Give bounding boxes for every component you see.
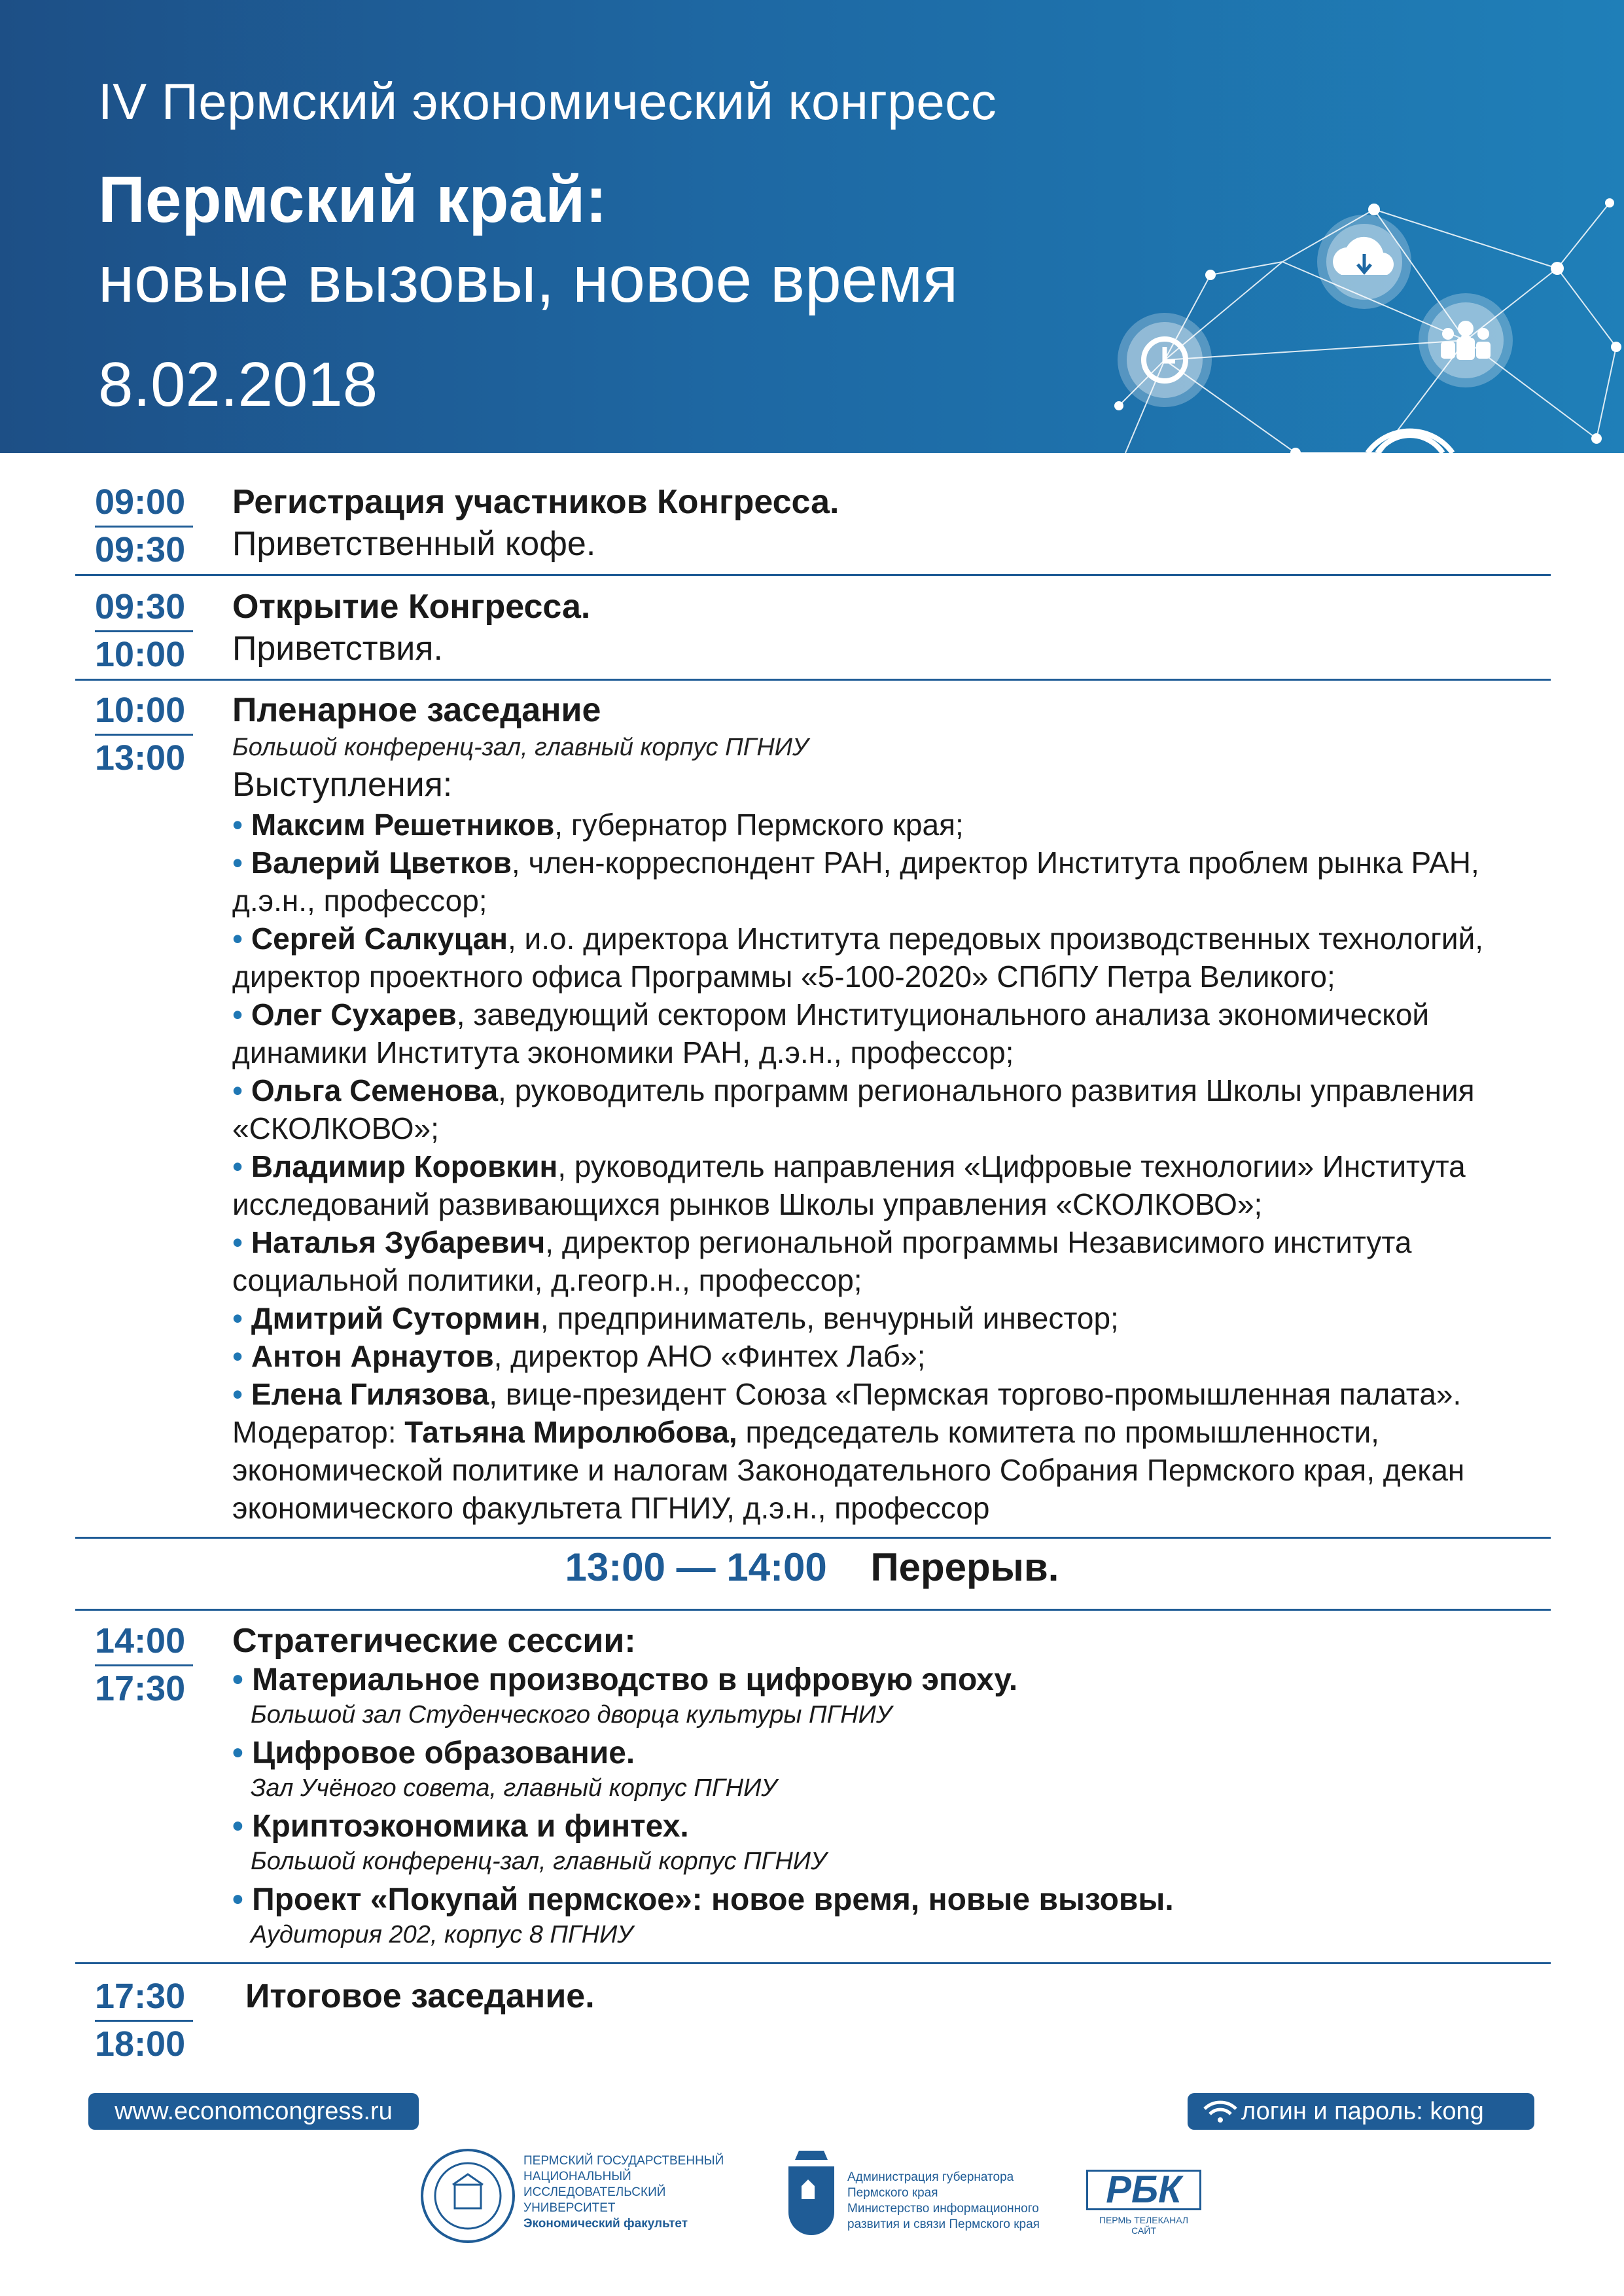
speaker: • Ольга Семенова, руководитель программ регионального развития Школы управления «СКОЛКОВО»; — [232, 1073, 1475, 1145]
session-item: • Проект «Покупай пермское»: новое время, новые вызовы. — [232, 1882, 1174, 1917]
break-time: 13:00 — 14:00 — [565, 1545, 827, 1589]
wifi-icon — [1368, 431, 1453, 453]
speaker: • Олег Сухарев, заведующий сектором Институционального анализа экономической динамики Института экономики РАН, д.э.н., профессор; — [232, 997, 1430, 1069]
speaker: • Владимир Коровкин, руководитель направления «Цифровые технологии» Института исследований развивающихся рынков Школы управления «СКОЛКОВО»; — [232, 1149, 1466, 1221]
agenda-time — [95, 481, 193, 571]
admin-line1: Администрация губернатора — [847, 2170, 1014, 2184]
wifi-icon — [1201, 2098, 1240, 2125]
plenary-time — [95, 689, 193, 779]
website-link[interactable]: www.economcongress.ru — [88, 2093, 419, 2130]
speaker-name: Антон Арнаутов — [251, 1339, 494, 1373]
sessions-time — [95, 1620, 193, 1710]
time-start: 09:00 — [95, 481, 193, 528]
plenary-venue: Большой конференц-зал, главный корпус ПГНИУ — [232, 734, 809, 761]
time-end: 18:00 — [95, 2024, 186, 2064]
plenary-title: Пленарное заседание — [232, 691, 601, 729]
speaker: • Валерий Цветков, член-корреспондент РАН, директор Института проблем рынка РАН, д.э.н., профессор; — [232, 846, 1479, 918]
ministry-name: Министерство информационного развития и связи Пермского края — [847, 2202, 1040, 2231]
agenda-item — [232, 586, 1541, 670]
university-seal-icon — [419, 2147, 517, 2245]
session-item: • Материальное производство в цифровую эпоху. — [232, 1662, 1018, 1697]
header-banner — [0, 0, 1624, 453]
agenda-title: Открытие Конгресса. — [232, 588, 591, 626]
speaker-name: Елена Гилязова — [251, 1377, 489, 1411]
moderator-label: Модератор: — [232, 1415, 405, 1449]
session-item: • Цифровое образование. — [232, 1736, 635, 1770]
speaker-name: Сергей Салкуцан — [251, 922, 508, 956]
speaker-role: , губернатор Пермского края; — [554, 808, 964, 842]
time-start: 14:00 — [95, 1620, 193, 1666]
final-time — [95, 1975, 193, 2065]
agenda-title: Регистрация участников Конгресса. — [232, 483, 839, 521]
session-venue: Зал Учёного совета, главный корпус ПГНИУ — [251, 1774, 777, 1802]
final-session — [245, 1975, 1554, 2017]
time-start: 17:30 — [95, 1975, 193, 2022]
speaker: • Елена Гилязова, вице-президент Союза «Пермская торгово-промышленная палата». — [232, 1377, 1462, 1411]
faculty-name: Экономический факультет — [523, 2217, 688, 2231]
session-title: Проект «Покупай пермское»: новое время, новые вызовы. — [252, 1882, 1174, 1917]
page-title: Пермский край: — [98, 163, 607, 236]
speaker: • Максим Решетников, губернатор Пермского края; — [232, 808, 964, 842]
divider — [75, 1609, 1551, 1611]
speaker-name: Валерий Цветков — [251, 846, 512, 880]
moderator-name: Татьяна Миролюбова, — [404, 1415, 737, 1449]
rbc-wordmark: РБК — [1086, 2170, 1201, 2210]
speaker-name: Олег Сухарев — [251, 997, 457, 1031]
network-illustration — [1099, 190, 1623, 453]
speakers-list — [232, 806, 1541, 1527]
speaker: • Антон Арнаутов, директор АНО «Финтех Лаб»; — [232, 1339, 926, 1373]
rbc-subtitle: ПЕРМЬ ТЕЛЕКАНАЛ САЙТ — [1099, 2215, 1189, 2236]
break-label: Перерыв. — [870, 1545, 1059, 1589]
congress-name: IV Пермский экономический конгресс — [98, 73, 997, 130]
time-start: 09:30 — [95, 586, 193, 632]
time-end: 10:00 — [95, 635, 186, 674]
speaker: • Дмитрий Сутормин, предприниматель, венчурный инвестор; — [232, 1301, 1119, 1335]
break-row — [0, 1545, 1624, 1590]
wifi-text: логин и пароль: kong kong — [1241, 2098, 1484, 2162]
sessions-title: Стратегические сессии: — [232, 1622, 636, 1660]
speaker-name: Наталья Зубаревич — [251, 1225, 546, 1259]
time-end: 09:30 — [95, 530, 186, 569]
time-start: 10:00 — [95, 689, 193, 736]
divider — [75, 1537, 1551, 1539]
speaker: • Сергей Салкуцан, и.о. директора Института передовых производственных технологий, директор проектного офиса Программы «5-100-2020» СПбПУ Петра Великого; — [232, 922, 1484, 994]
strategic-sessions — [232, 1620, 1541, 1955]
session-item: • Криптоэкономика и финтех. — [232, 1809, 689, 1844]
session-venue: Аудитория 202, корпус 8 ПГНИУ — [251, 1921, 633, 1948]
event-date: 8.02.2018 — [98, 350, 378, 420]
moderator — [232, 1413, 1541, 1527]
speakers-heading: Выступления: — [232, 766, 453, 804]
speaker-role: , член-корреспондент РАН, директор Института проблем рынка РАН, д.э.н., профессор; — [232, 846, 1479, 918]
speaker-name: Владимир Коровкин — [251, 1149, 558, 1183]
wifi-info — [1188, 2093, 1534, 2162]
session-venue: Большой конференц-зал, главный корпус ПГНИУ — [251, 1848, 827, 1875]
speaker-role: , и.о. директора Института передовых производственных технологий, директор проектного офиса Программы «5-100-2020» СПбПУ Петра Великого; — [232, 922, 1484, 994]
agenda-item — [232, 481, 1541, 565]
session-venue: Большой зал Студенческого дворца культуры ПГНИУ — [251, 1701, 892, 1729]
time-end: 13:00 — [95, 738, 186, 778]
time-end: 17:30 — [95, 1669, 186, 1708]
speaker-role: , руководитель программ регионального развития Школы управления «СКОЛКОВО»; — [232, 1073, 1475, 1145]
session-title: Цифровое образование. — [252, 1736, 635, 1770]
speaker-role: , руководитель направления «Цифровые технологии» Института исследований развивающихся рынков Школы управления «СКОЛКОВО»; — [232, 1149, 1466, 1221]
final-title: Итоговое заседание. — [245, 1977, 595, 2015]
university-name: ПЕРМСКИЙ ГОСУДАРСТВЕННЫЙ НАЦИОНАЛЬНЫЙ ИССЛЕДОВАТЕЛЬСКИЙ УНИВЕРСИТЕТ — [523, 2154, 724, 2215]
speaker-name: Максим Решетников — [251, 808, 555, 842]
speaker: • Наталья Зубаревич, директор региональной программы Независимого института социальной политики, д.геогр.н., профессор; — [232, 1225, 1412, 1297]
speaker-name: Ольга Семенова — [251, 1073, 499, 1107]
plenary-session — [232, 689, 1541, 1527]
moderator-role: председатель комитета по промышленности, экономической политике и налогам Законодательного Собрания Пермского края, декан экономического факультета ПГНИУ, д.э.н., профессор — [232, 1415, 1465, 1525]
agenda-time — [95, 586, 193, 675]
speaker-role: , директор региональной программы Независимого института социальной политики, д.геогр.н., профессор; — [232, 1225, 1412, 1297]
speaker-role: , предприниматель, венчурный инвестор; — [540, 1301, 1119, 1335]
agenda-subtitle: Приветственный кофе. — [232, 525, 596, 563]
agenda-subtitle: Приветствия. — [232, 630, 443, 668]
speaker-name: Дмитрий Сутормин — [251, 1301, 540, 1335]
divider — [75, 574, 1551, 576]
divider — [75, 679, 1551, 681]
admin-line2: Пермского края — [847, 2186, 938, 2200]
perm-coat-of-arms-icon — [782, 2147, 841, 2245]
speaker-role: , заведующий сектором Институционального анализа экономической динамики Института экономики РАН, д.э.н., профессор; — [232, 997, 1430, 1069]
divider — [75, 1962, 1551, 1964]
speaker-role: , вице-президент Союза «Пермская торгово-промышленная палата». — [489, 1377, 1462, 1411]
session-title: Материальное производство в цифровую эпоху. — [252, 1662, 1018, 1697]
session-title: Криптоэкономика и финтех. — [252, 1809, 689, 1844]
page-subtitle: новые вызовы, новое время — [98, 243, 959, 316]
speaker-role: , директор АНО «Финтех Лаб»; — [493, 1339, 926, 1373]
